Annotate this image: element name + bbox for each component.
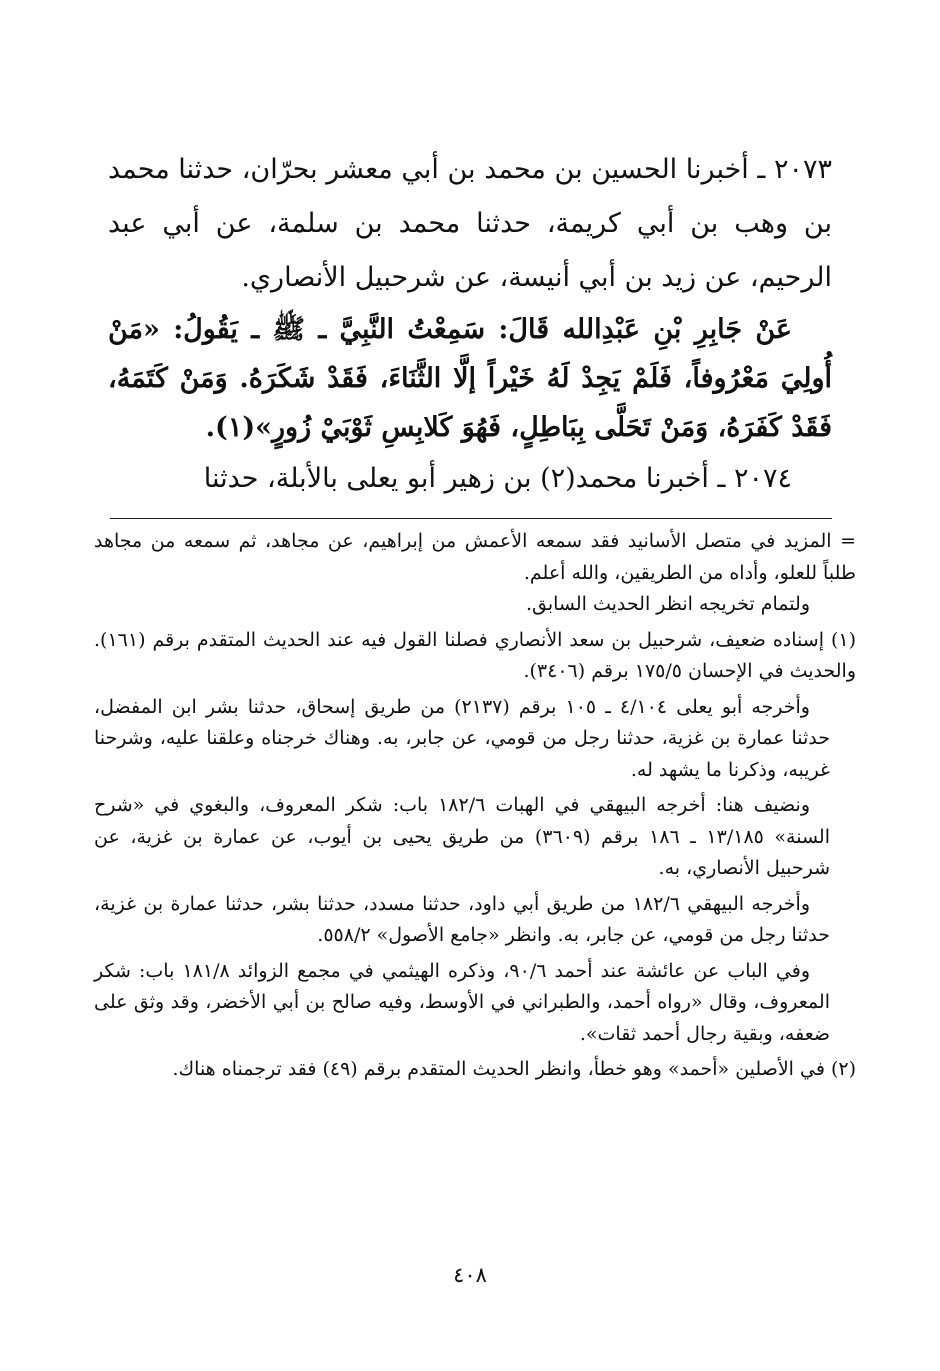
hadith-2073-matn: عَنْ جَابِرِ بْنِ عَبْدِالله قَالَ: سَمِعْتُ النَّبِيَّ ـ ﷺ ـ يَقُولُ: «مَنْ أُولِيَ مَعْرُوفاً، فَلَمْ يَجِدْ لَهُ خَيْراً إلَّا الثَّنَاءَ، فَقَدْ شَكَرَهُ. وَمَنْ كَتَمَهُ، فَقَدْ كَفَرَهُ، وَمَنْ تَحَلَّى بِبَاطِلٍ، فَهُوَ كَلابِسِ ثَوْبَيْ زُورٍ»(١). [108,314,832,443]
footnote-1: (١) إسناده ضعيف، شرحبيل بن سعد الأنصاري فصلنا القول فيه عند الحديث المتقدم برقم (١٦١). والحديث في الإحسان ١٧٥/٥ برقم (٣٤٠٦). [94,628,856,682]
footnote-separator [110,518,832,519]
footnote-paragraph: ونضيف هنا: أخرجه البيهقي في الهبات ١٨٢/٦ باب: شكر المعروف، والبغوي في «شرح السنة» ١٣/١٨٥ ـ ١٨٦ برقم (٣٦٠٩) من طريق يحيى بن أيوب، عن عمارة بن غزية، عن شرحبيل الأنصاري، به. [94,794,830,879]
hadith-2074-isnad: ٢٠٧٤ ـ أخبرنا محمد(٢) بن زهير أبو يعلى بالأبلة، حدثنا [203,463,792,494]
footnote-paragraph: وأخرجه البيهقي ١٨٢/٦ من طريق أبي داود، حدثنا مسدد، حدثنا بشر، حدثنا عمارة بن غزية، حدثنا رجل من قومي، عن جابر، به. وانظر «جامع الأصول» ٥٥٨/٢. [94,892,830,946]
main-text [108,143,832,506]
footnote-paragraph: ولتمام تخريجه انظر الحديث السابق. [525,593,810,615]
page-number: ٤٠٨ [453,1263,487,1287]
footnote-paragraph: وأخرجه أبو يعلى ٤/١٠٤ ـ ١٠٥ برقم (٢١٣٧) من طريق إسحاق، حدثنا بشر ابن المفضل، حدثنا عمارة بن غزية، حدثنا رجل من قومي، عن جابر، به. وهناك خرجناه وعلقنا عليه، وشرحنا غريبه، وذكرنا ما يشهد له. [94,695,830,781]
footnote-continuation: = المزيد في متصل الأسانيد فقد سمعه الأعمش من إبراهيم، عن مجاهد، ثم سمعه من مجاهد طلباً للعلو، وأداه من الطريقين، والله أعلم. [94,530,856,584]
footnote-2: (٢) في الأصلين «أحمد» وهو خطأ، وانظر الحديث المتقدم برقم (٤٩) فقد ترجمناه هناك. [172,1058,856,1080]
footnotes [94,526,856,1086]
footnote-paragraph: وفي الباب عن عائشة عند أحمد ٩٠/٦، وذكره الهيثمي في مجمع الزوائد ١٨١/٨ باب: شكر المعروف، وقال «رواه أحمد، والطبراني في الأوسط، وفيه صالح بن أبي الأخضر، وقد وثق على ضعفه، وبقية رجال أحمد ثقات». [94,959,830,1045]
hadith-2073-isnad: ٢٠٧٣ ـ أخبرنا الحسين بن محمد بن أبي معشر بحرّان، حدثنا محمد بن وهب بن أبي كريمة، حدثنا محمد بن سلمة، عن أبي عبد الرحيم، عن زيد بن أبي أنيسة، عن شرحبيل الأنصاري. [108,154,832,293]
